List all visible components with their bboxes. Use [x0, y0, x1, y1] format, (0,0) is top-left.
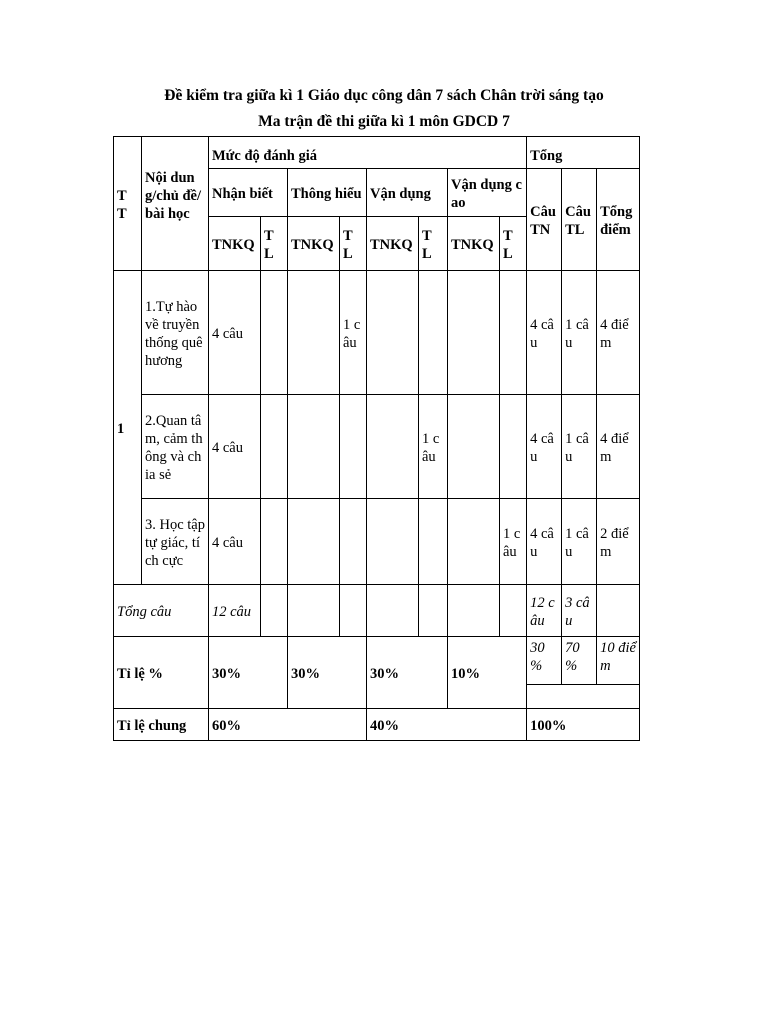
ti-le-th: 30% — [288, 637, 367, 709]
nhan-biet-header: Nhận biết — [209, 169, 288, 217]
document-subtitle: Ma trận đề thi giữa kì 1 môn GDCD 7 — [258, 113, 510, 130]
topic-cell: 1.Tự hào về truyền thống quê hương — [142, 271, 209, 395]
cau-tn-cell: 4 câu — [527, 271, 562, 395]
ti-le-chung-c: 100% — [527, 709, 640, 741]
cau-tn-header: Câu TN — [527, 169, 562, 271]
ti-le-chung-row — [114, 709, 640, 741]
ti-le-chung-label: Tỉ lệ chung — [114, 709, 209, 741]
nb-tnkq-cell: 4 câu — [209, 499, 261, 585]
table-row — [114, 499, 640, 585]
tnkq-header: TNKQ — [448, 217, 500, 271]
cau-tn-cell: 4 câu — [527, 499, 562, 585]
thong-hieu-header: Thông hiểu — [288, 169, 367, 217]
nb-tnkq-cell: 4 câu — [209, 395, 261, 499]
tl-header: T L — [261, 217, 288, 271]
table-row — [114, 395, 640, 499]
th-tl-cell — [340, 499, 367, 585]
diem-cell: 4 điểm — [597, 271, 640, 395]
level-header: Mức độ đánh giá — [209, 137, 527, 169]
cau-tl-cell: 1 câu — [562, 271, 597, 395]
diem-cell: 4 điểm — [597, 395, 640, 499]
th-tl-cell: 1 câu — [340, 271, 367, 395]
table-row — [114, 271, 640, 395]
cau-tl-cell: 1 câu — [562, 499, 597, 585]
van-dung-header: Vận dụng — [367, 169, 448, 217]
document-title: Đề kiểm tra giữa kì 1 Giáo dục công dân 7 sách Chân trời sáng tạo — [164, 87, 604, 104]
tl-header: T L — [419, 217, 448, 271]
tnkq-header: TNKQ — [288, 217, 340, 271]
tl-header: T L — [500, 217, 527, 271]
content-header: Nội dung/chủ đề/bài học — [142, 137, 209, 271]
tong-cau-row — [114, 585, 640, 637]
cau-tl-cell: 1 câu — [562, 395, 597, 499]
nb-tnkq-cell: 4 câu — [209, 271, 261, 395]
van-dung-cao-header: Vận dụng cao — [448, 169, 527, 217]
matrix-table — [113, 136, 640, 741]
th-tl-cell — [340, 395, 367, 499]
diem-cell: 2 điểm — [597, 499, 640, 585]
tong-cau-tl: 3 câu — [562, 585, 597, 637]
tong-cau-label: Tổng câu — [114, 585, 209, 637]
total-header: Tổng — [527, 137, 640, 169]
ti-le-chung-a: 60% — [209, 709, 367, 741]
topic-cell: 3. Học tập tự giác, tích cực — [142, 499, 209, 585]
tt-number: 1 — [114, 271, 142, 585]
vd-tl-cell — [419, 271, 448, 395]
ti-le-tl: 70 % — [562, 637, 597, 685]
tnkq-header: TNKQ — [367, 217, 419, 271]
tnkq-header: TNKQ — [209, 217, 261, 271]
ti-le-chung-b: 40% — [367, 709, 527, 741]
ti-le-label: Tỉ lệ % — [114, 637, 209, 709]
tt-header: T T — [114, 137, 142, 271]
topic-cell: 2.Quan tâm, cảm thông và chia sẻ — [142, 395, 209, 499]
vd-tl-cell: 1 câu — [419, 395, 448, 499]
tong-diem-header: Tổng điểm — [597, 169, 640, 271]
ti-le-nb: 30% — [209, 637, 288, 709]
ti-le-vd: 30% — [367, 637, 448, 709]
ti-le-tn: 30 % — [527, 637, 562, 685]
tl-header: T L — [340, 217, 367, 271]
vdc-tl-cell: 1 câu — [500, 499, 527, 585]
tong-cau-nb: 12 câu — [209, 585, 261, 637]
vdc-tl-cell — [500, 271, 527, 395]
cau-tl-header: Câu TL — [562, 169, 597, 271]
ti-le-diem: 10 điểm — [597, 637, 640, 685]
ti-le-vdc: 10% — [448, 637, 527, 709]
cau-tn-cell: 4 câu — [527, 395, 562, 499]
vdc-tl-cell — [500, 395, 527, 499]
ti-le-row — [114, 637, 640, 685]
tong-cau-tn: 12 câu — [527, 585, 562, 637]
vd-tl-cell — [419, 499, 448, 585]
